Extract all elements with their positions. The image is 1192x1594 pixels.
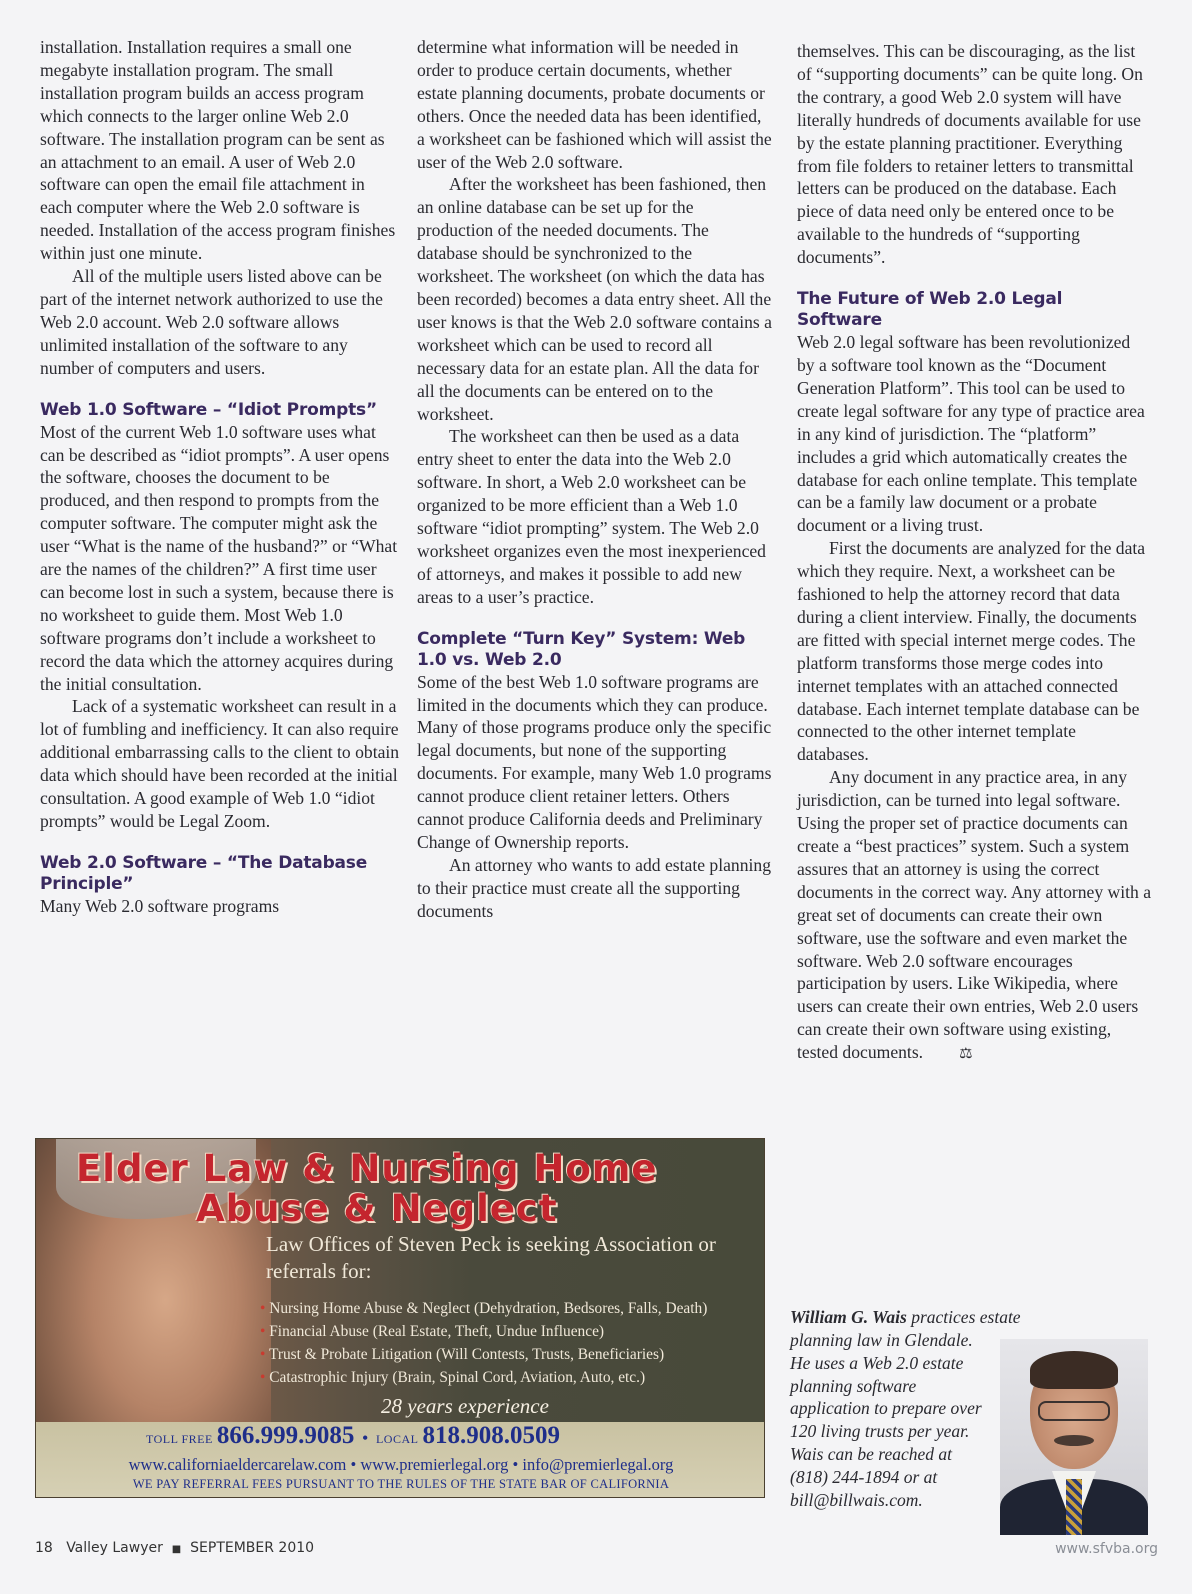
ad-title-line-2: Abuse & Neglect: [196, 1187, 558, 1230]
portrait-glasses: [1038, 1401, 1110, 1421]
footer-url[interactable]: www.sfvba.org: [1055, 1541, 1158, 1557]
ad-service-item: • Financial Abuse (Real Estate, Theft, Undue Influence): [260, 1320, 760, 1343]
paragraph: Many Web 2.0 software programs: [40, 895, 280, 916]
paragraph: Most of the current Web 1.0 software uses what can be described as “idiot prompts”. A user opens the software, chooses the document to be produced, and then respond to prompts from the computer software. The computer might ask the user “What is the name of the husband?” or “What are the names of the children?” A first time user can become lost in such a system, because there is no worksheet to guide them. Most Web 1.0 software programs don’t include a worksheet to record the data which the attorney acquires during the initial consultation.: [40, 421, 398, 694]
paragraph: Web 2.0 legal software has been revolutionized by a software tool known as the “Document Generation Platform”. This tool can be used to create legal software for any type of practice area in any kind of jurisdiction. The “platform” includes a grid which automatically creates the database for each online template. This template can be a family law document or a probate document or a living trust.: [797, 332, 1145, 536]
column-2: [417, 36, 772, 923]
ad-title-line-1: Elder Law & Nursing Home: [76, 1147, 658, 1190]
footer-separator: ■: [171, 1544, 182, 1555]
paragraph: installation. Installation requires a small one megabyte installation program. The small installation program builds an access program which connects to the larger online Web 2.0 software. The installation program can be sent as an attachment to an email. A user of Web 2.0 software can open the email file attachment in each computer where the Web 2.0 software is needed. Installation of the access program finishes within just one minute.: [40, 37, 396, 264]
ad-service-list: [260, 1297, 760, 1389]
advertisement: [35, 1138, 765, 1498]
author-bio-text: planning law in Glendale. He uses a Web 2.0 estate planning software application to prepare over 120 living trusts per year. Wais can be reached at (818) 244-1894 or at bill@billwais.com.: [790, 1330, 982, 1510]
local-label: LOCAL: [375, 1432, 419, 1446]
section-heading: Complete “Turn Key” System: Web 1.0 vs. Web 2.0: [417, 628, 746, 670]
author-bio-lead: practices estate: [911, 1307, 1021, 1327]
column-3: [797, 40, 1152, 1066]
section-heading: Web 1.0 Software – “Idiot Prompts”: [40, 399, 377, 420]
author-portrait: [1000, 1339, 1148, 1535]
column-1: [40, 36, 400, 918]
paragraph: Lack of a systematic worksheet can result in a lot of fumbling and inefficiency. It can also require additional embarrassing calls to the client to obtain data which should have been recorded at the initial consultation. A good example of Web 1.0 “idiot prompts” would be Legal Zoom.: [40, 696, 400, 831]
portrait-mustache: [1054, 1435, 1094, 1446]
paragraph: Some of the best Web 1.0 software programs are limited in the documents which they can produce. Many of those programs produce only the specific legal documents, but none of the supporting documents. For example, many Web 1.0 programs cannot produce client retainer letters. Others cannot produce California deeds and Preliminary Change of Ownership reports.: [417, 671, 772, 852]
tollfree-label: TOLL FREE: [146, 1432, 213, 1446]
page-number: 18: [35, 1540, 53, 1556]
ad-service-item: • Catastrophic Injury (Brain, Spinal Cord, Aviation, Auto, etc.): [260, 1366, 760, 1389]
paragraph: An attorney who wants to add estate planning to their practice must create all the supporting documents: [417, 854, 771, 921]
ad-service-item: • Nursing Home Abuse & Neglect (Dehydration, Bedsores, Falls, Death): [260, 1297, 760, 1320]
author-name: William G. Wais: [790, 1307, 907, 1327]
page-footer: [35, 1540, 314, 1556]
paragraph: themselves. This can be discouraging, as the list of “supporting documents” can be quite long. On the contrary, a good Web 2.0 system will have literally hundreds of documents available for use by the estate planning practitioner. Everything from file folders to retainer letters to transmittal letters can be produced on the database. Each piece of data need only be entered once to be available to the hundreds of “supporting documents”.: [797, 41, 1143, 268]
ad-service-item: • Trust & Probate Litigation (Will Contests, Trusts, Beneficiaries): [260, 1343, 760, 1366]
portrait-tie: [1066, 1479, 1082, 1535]
ad-lead-text: Law Offices of Steven Peck is seeking Association or referrals for:: [266, 1232, 716, 1283]
paragraph: After the worksheet has been fashioned, then an online database can be set up for the production of the needed documents. The database should be synchronized to the worksheet. The worksheet (on which the data has been recorded) becomes a data entry sheet. All the user knows is that the Web 2.0 software contains a worksheet which can be used to record all necessary data for an estate plan. All the data for all the documents can be entered on to the worksheet.: [417, 174, 772, 424]
section-heading: The Future of Web 2.0 Legal Software: [797, 289, 1063, 331]
ad-referral-fees: WE PAY REFERRAL FEES PURSUANT TO THE RULES OF THE STATE BAR OF CALIFORNIA: [132, 1477, 670, 1491]
tollfree-number[interactable]: 866.999.9085: [216, 1422, 355, 1449]
paragraph: determine what information will be needed in order to produce certain documents, whether estate planning documents, probate documents or others. Once the needed data has been identified, a worksheet can be fashioned which will assist the user of the Web 2.0 software.: [417, 37, 772, 172]
paragraph: All of the multiple users listed above can be part of the internet network authorized to use the Web 2.0 account. Web 2.0 software allows unlimited installation of the software to any number of computers and users.: [40, 266, 383, 378]
issue-date: SEPTEMBER 2010: [190, 1540, 315, 1556]
ad-experience: 28 years experience: [381, 1394, 549, 1418]
local-number[interactable]: 818.908.0509: [422, 1422, 560, 1449]
paragraph: [797, 766, 1152, 1066]
ad-phones: TOLL FREE 866.999.9085 • LOCAL 818.908.0509: [146, 1422, 560, 1449]
paragraph-text: Any document in any practice area, in any jurisdiction, can be turned into legal software. Using the proper set of practice documents can create a “best practices” system. Such a system assures that an attorney is using the correct documents in the correct way. Any attorney with a great set of documents can create their own software, use the software and even market the software. Web 2.0 software encourages participation by users. Like Wikipedia, where users can create their own entries, Web 2.0 users can create their own software using existing, tested documents.: [797, 767, 1152, 1063]
paragraph: First the documents are analyzed for the data which they require. Next, a worksheet can be fashioned to help the attorney record that data during a client interview. Finally, the documents are fitted with special internet merge codes. The platform transforms those merge codes into internet templates with an attached connected database. Each internet template database can be connected to the other internet template databases.: [797, 538, 1146, 765]
section-heading: Web 2.0 Software – “The Database Principle”: [40, 852, 368, 894]
portrait-hair: [1030, 1351, 1118, 1389]
gavel-icon: ⚖: [959, 1046, 973, 1063]
author-bio-head: [790, 1306, 1150, 1329]
author-bio: [790, 1329, 990, 1511]
ad-web-links[interactable]: www.californiaeldercarelaw.com • www.premierlegal.org • info@premierlegal.org: [128, 1455, 674, 1474]
magazine-name: Valley Lawyer: [66, 1540, 163, 1556]
paragraph: The worksheet can then be used as a data entry sheet to enter the data into the Web 2.0 software. In short, a Web 2.0 worksheet can be organized to be more efficient than a Web 1.0 software “idiot prompting” system. The Web 2.0 worksheet organizes even the most inexperienced of attorneys, and makes it possible to add new areas to a user’s practice.: [417, 426, 766, 607]
